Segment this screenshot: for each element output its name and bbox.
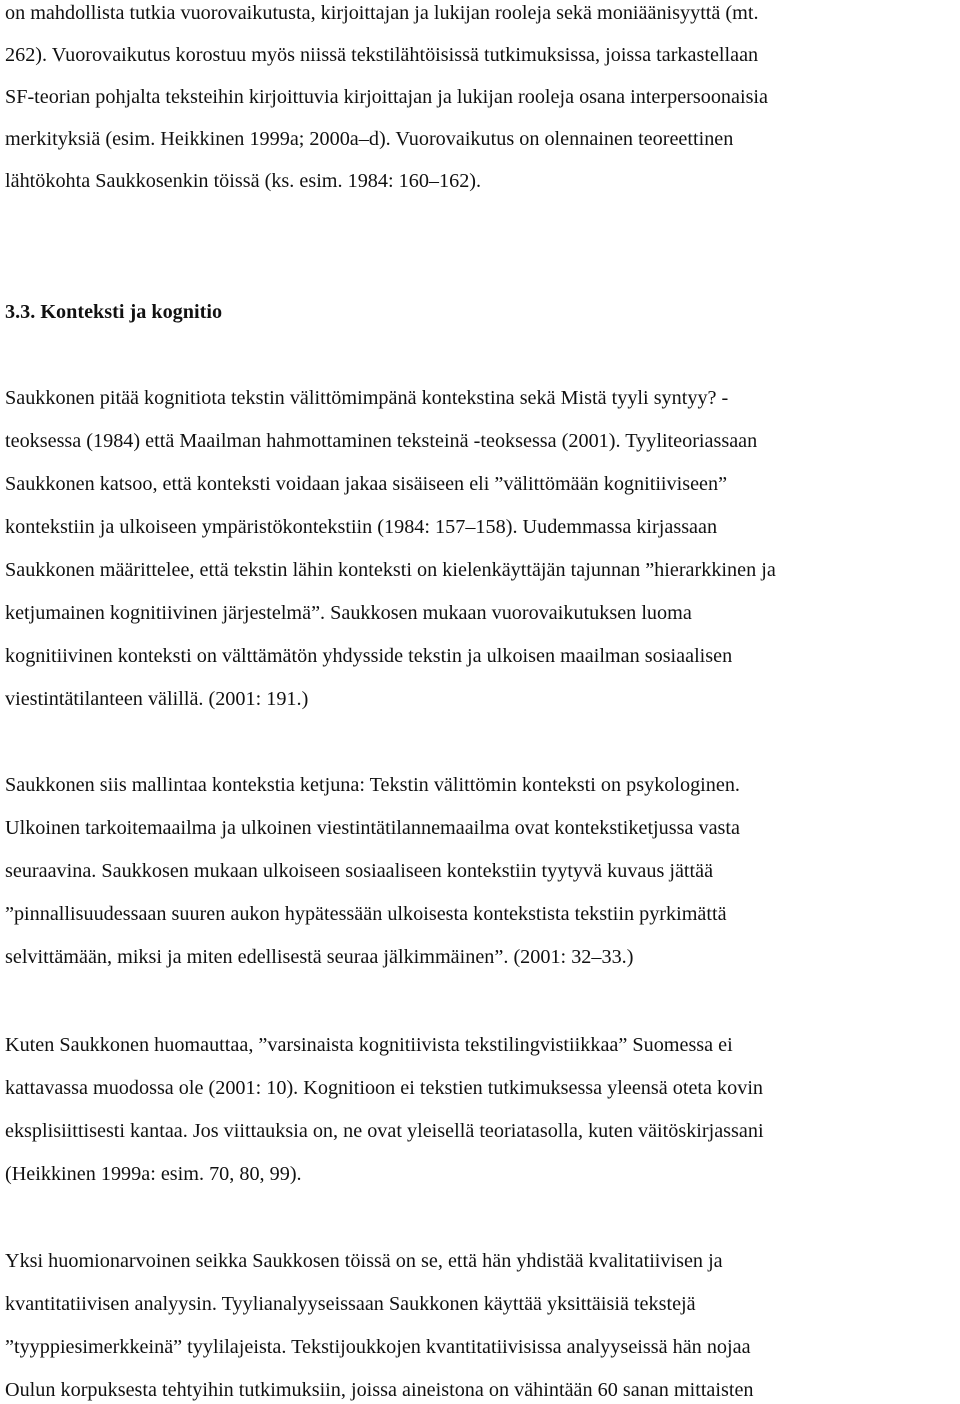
text-line: on mahdollista tutkia vuorovaikutusta, kirjoittajan ja lukijan rooleja sekä moniäänisyyttä (mt. — [5, 2, 759, 24]
text-line: Saukkonen siis mallintaa kontekstia ketjuna: Tekstin välittömin konteksti on psykologinen. — [5, 774, 740, 796]
text-line: Oulun korpuksesta tehtyihin tutkimuksiin, joissa aineistona on vähintään 60 sanan mittaisten — [5, 1379, 754, 1401]
text-line: ”pinnallisuudessaan suuren aukon hypätessään ulkoisesta kontekstista tekstiin pyrkimättä — [5, 903, 727, 925]
text-line: Saukkonen katsoo, että konteksti voidaan jakaa sisäiseen eli ”välittömään kognitiiviseen” — [5, 473, 728, 495]
text-line: seuraavina. Saukkosen mukaan ulkoiseen sosiaaliseen kontekstiin tyytyvä kuvaus jättää — [5, 860, 714, 882]
text-line: selvittämään, miksi ja miten edellisestä seuraa jälkimmäinen”. (2001: 32–33.) — [5, 946, 634, 968]
text-line: viestintätilanteen välillä. (2001: 191.) — [5, 688, 309, 710]
text-line: kontekstiin ja ulkoiseen ympäristökontekstiin (1984: 157–158). Uudemmassa kirjassaan — [5, 516, 718, 538]
text-line: Ulkoinen tarkoitemaailma ja ulkoinen viestintätilannemaailma ovat kontekstiketjussa vasta — [5, 817, 740, 839]
text-line: merkityksiä (esim. Heikkinen 1999a; 2000a–d). Vuorovaikutus on olennainen teoreettinen — [5, 128, 734, 150]
text-line: ”tyyppiesimerkkeinä” tyylilajeista. Tekstijoukkojen kvantitatiivisissa analyyseissä hän nojaa — [5, 1336, 751, 1358]
text-line: teoksessa (1984) että Maailman hahmottaminen teksteinä -teoksessa (2001). Tyyliteoriassaan — [5, 430, 758, 452]
text-line: SF-teorian pohjalta teksteihin kirjoittuvia kirjoittajan ja lukijan rooleja osana interpersoonaisia — [5, 86, 769, 108]
text-line: Saukkonen pitää kognitiota tekstin välittömimpänä kontekstina sekä Mistä tyyli syntyy? - — [5, 387, 729, 409]
text-line: kvantitatiivisen analyysin. Tyylianalyyseissaan Saukkonen käyttää yksittäisiä tekstejä — [5, 1293, 696, 1315]
text-line: Yksi huomionarvoinen seikka Saukkosen töissä on se, että hän yhdistää kvalitatiivisen ja — [5, 1250, 723, 1272]
text-line: kattavassa muodossa ole (2001: 10). Kognitioon ei tekstien tutkimuksessa yleensä oteta kovin — [5, 1077, 764, 1099]
text-line: Saukkonen määrittelee, että tekstin lähin konteksti on kielenkäyttäjän tajunnan ”hierarkkinen ja — [5, 559, 776, 581]
text-line: ketjumainen kognitiivinen järjestelmä”. Saukkosen mukaan vuorovaikutuksen luoma — [5, 602, 692, 624]
text-line: kognitiivinen konteksti on välttämätön yhdysside tekstin ja ulkoisen maailman sosiaalisen — [5, 645, 733, 667]
text-line: Kuten Saukkonen huomauttaa, ”varsinaista kognitiivista tekstilingvistiikkaa” Suomessa ei — [5, 1034, 733, 1056]
text-line: eksplisiittisesti kantaa. Jos viittauksia on, ne ovat yleisellä teoriatasolla, kuten väitöskirjassani — [5, 1120, 764, 1142]
section-heading: 3.3. Konteksti ja kognitio — [5, 301, 223, 323]
text-line: lähtökohta Saukkosenkin töissä (ks. esim. 1984: 160–162). — [5, 170, 482, 192]
text-line: 262). Vuorovaikutus korostuu myös niissä tekstilähtöisissä tutkimuksissa, joissa tarkastellaan — [5, 44, 759, 66]
text-line: (Heikkinen 1999a: esim. 70, 80, 99). — [5, 1163, 302, 1185]
